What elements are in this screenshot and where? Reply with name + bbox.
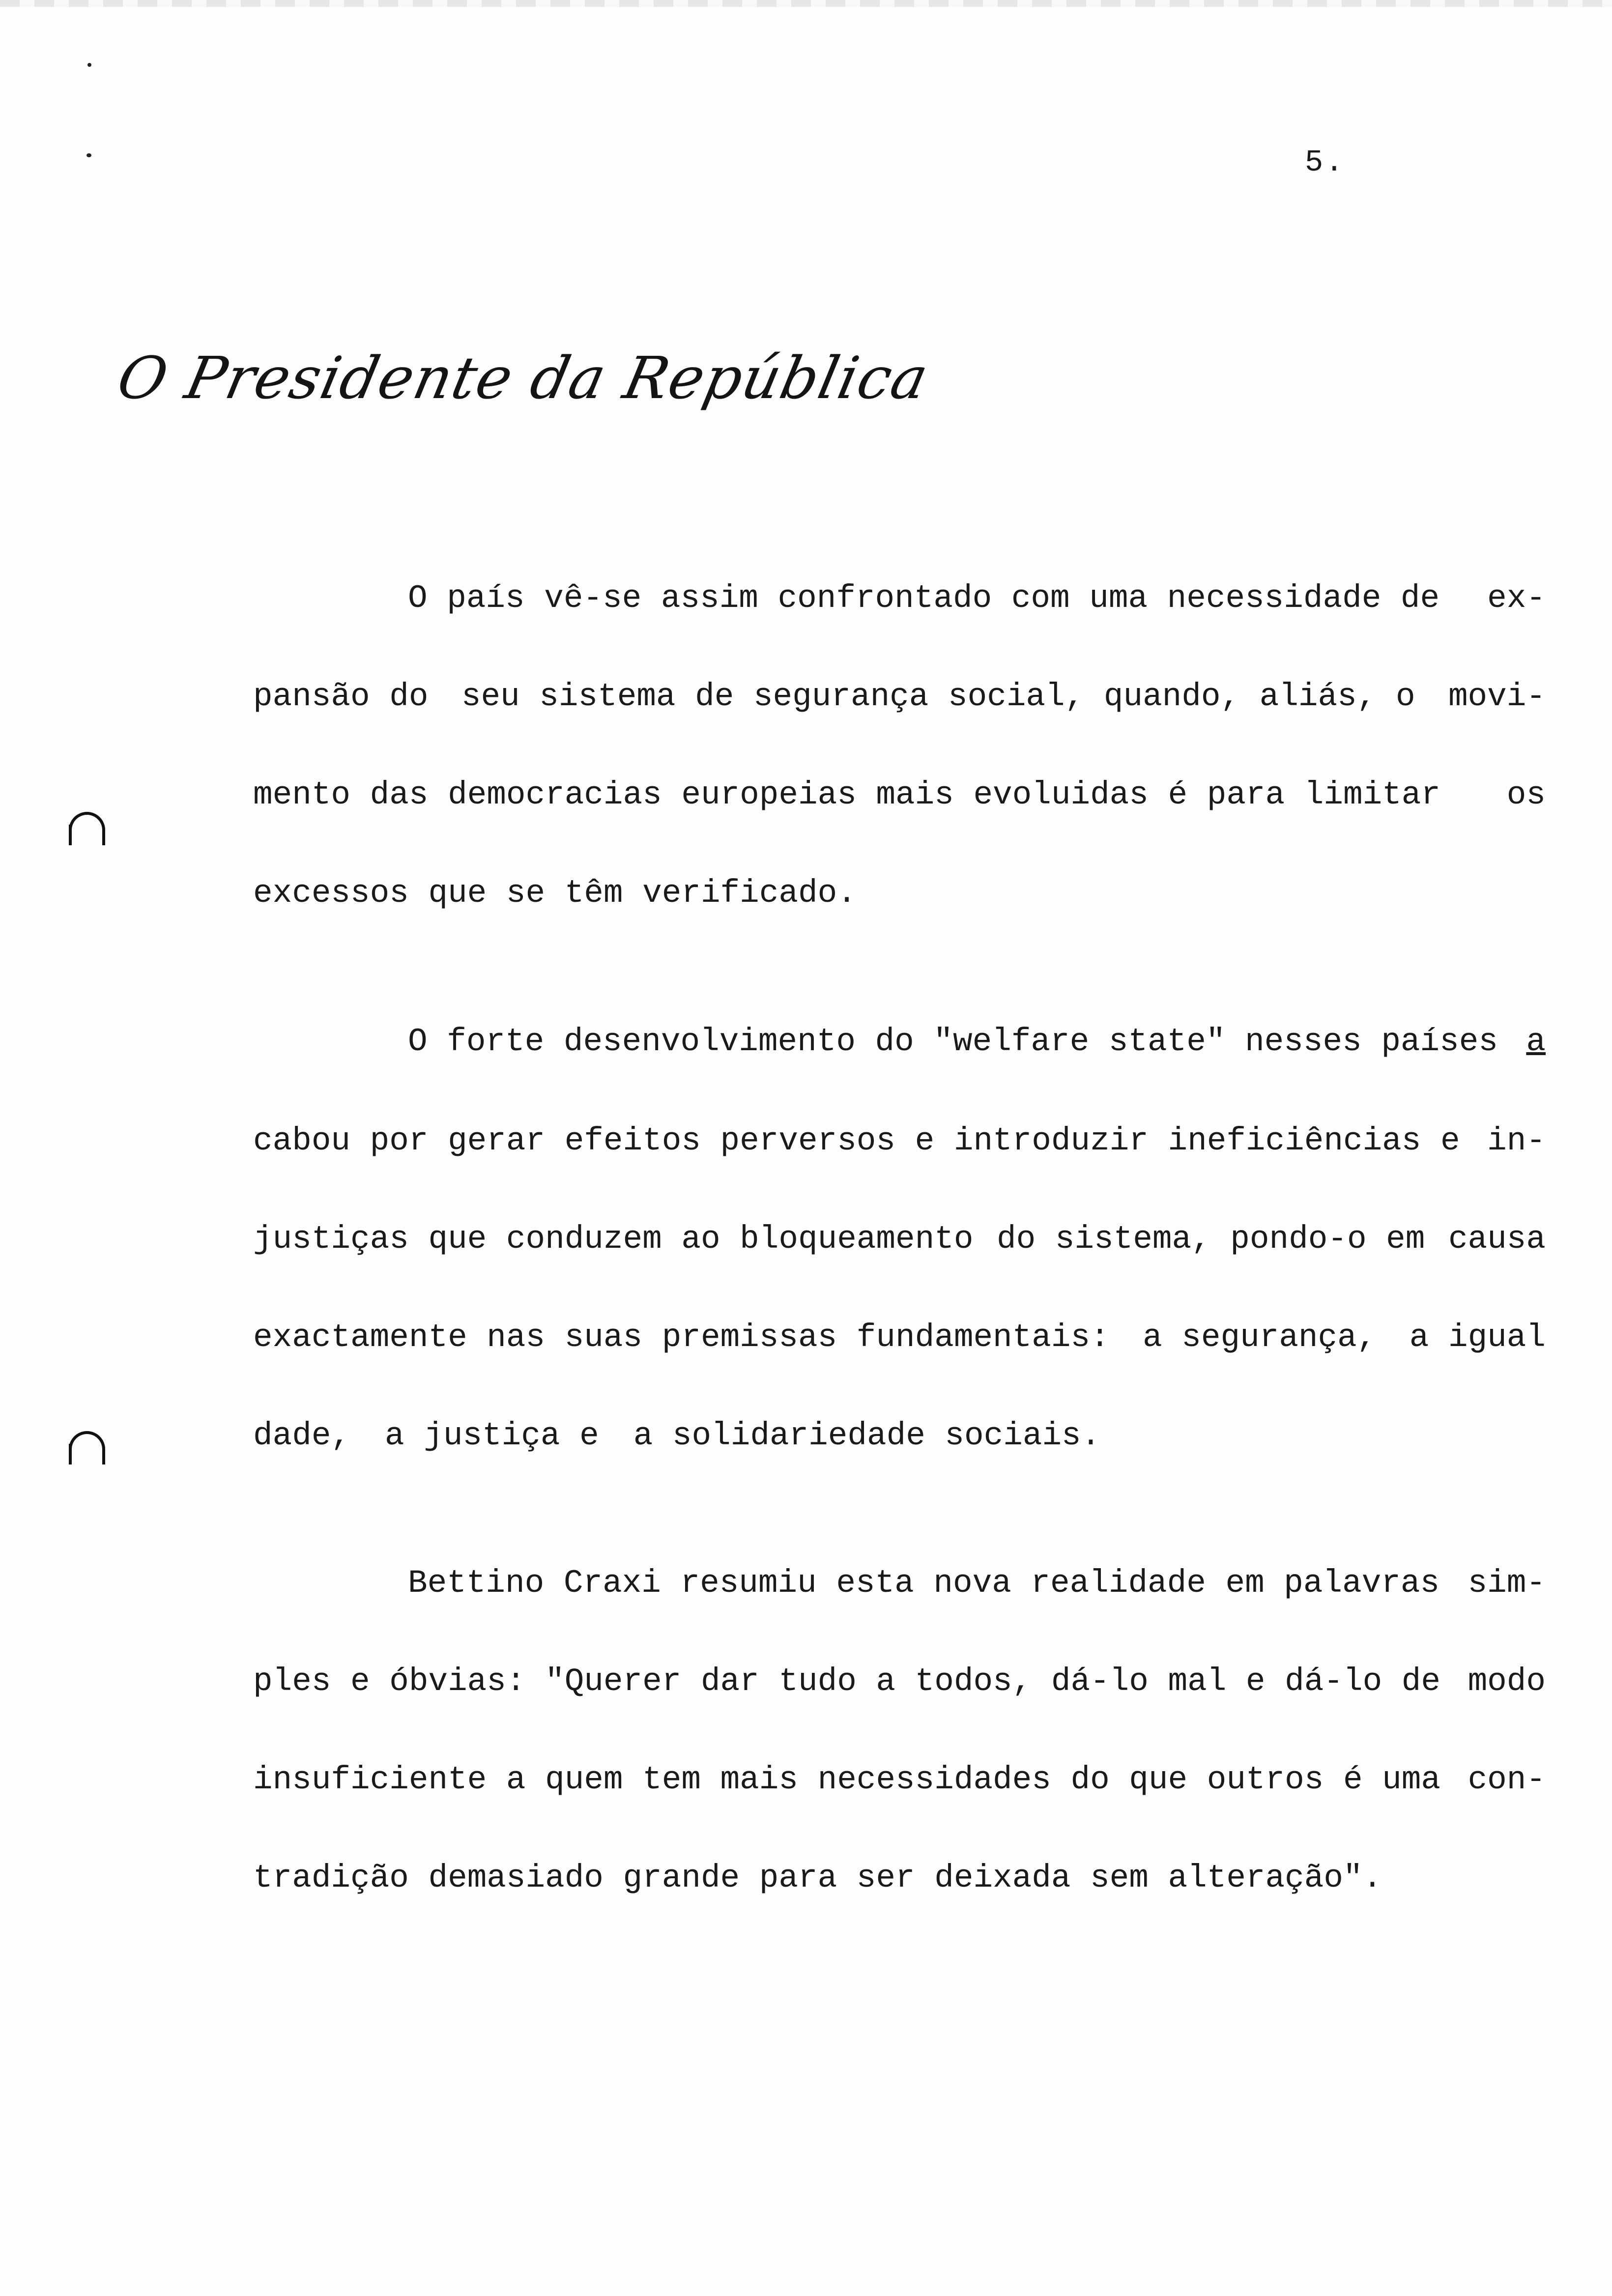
text-line	[253, 775, 1546, 815]
text-line	[253, 1220, 1546, 1259]
text-run: a solidariedade sociais.	[633, 1417, 1101, 1454]
text-run: a igual	[1409, 1319, 1546, 1356]
text-line	[253, 1318, 1546, 1357]
text-run: tradição demasiado grande para ser deixada sem alteração".	[253, 1860, 1382, 1896]
letterhead: O Presidente da República	[112, 344, 935, 412]
text-line	[408, 1564, 1546, 1603]
text-run: dade,	[253, 1417, 351, 1454]
scan-speck	[87, 63, 91, 67]
punch-hole	[69, 812, 105, 845]
scan-speck	[86, 153, 91, 157]
text-line	[253, 874, 1546, 913]
text-run: ples e óbvias: "Querer dar tudo a todos, dá-lo mal e dá-lo de	[253, 1663, 1440, 1700]
text-run: mento das democracias europeias mais evoluidas é para limitar	[253, 776, 1440, 813]
text-run: exactamente nas suas premissas fundamentais:	[253, 1319, 1110, 1356]
text-run: justiças que conduzem ao bloqueamento	[253, 1221, 974, 1258]
text-run: excessos que se têm verificado.	[253, 875, 857, 912]
text-run: sim-	[1468, 1565, 1546, 1602]
text-line	[253, 1662, 1546, 1701]
text-run: O forte desenvolvimento do "welfare state" nesses países	[408, 1023, 1498, 1060]
text-line	[253, 677, 1546, 717]
text-run: con-	[1468, 1761, 1546, 1798]
text-line	[253, 1859, 1546, 1898]
text-run: ex-	[1487, 580, 1546, 617]
page-number: 5.	[1305, 145, 1346, 180]
text-run: a segurança,	[1143, 1319, 1377, 1356]
text-run: movi-	[1448, 678, 1546, 715]
text-line	[253, 1416, 1546, 1456]
text-run: a justiça e	[385, 1417, 599, 1454]
text-line	[253, 1121, 1546, 1161]
text-run: do sistema, pondo-o em	[997, 1221, 1425, 1258]
text-run: Bettino Craxi resumiu esta nova realidade em palavras	[408, 1565, 1440, 1602]
text-run: insuficiente a quem tem mais necessidades do que outros é uma	[253, 1761, 1440, 1798]
text-run: seu sistema de segurança social, quando, aliás, o	[461, 678, 1415, 715]
text-line	[408, 579, 1546, 618]
text-run: os	[1506, 776, 1546, 813]
text-line	[253, 1760, 1546, 1800]
text-run: cabou por gerar efeitos perversos e introduzir ineficiências e	[253, 1122, 1460, 1159]
text-run: a	[1526, 1023, 1546, 1060]
text-run: in-	[1487, 1122, 1546, 1159]
punch-hole	[69, 1431, 105, 1464]
text-line	[408, 1022, 1546, 1062]
text-run: modo	[1468, 1663, 1546, 1700]
text-run: causa	[1448, 1221, 1546, 1258]
text-run: O país vê-se assim confrontado com uma necessidade de	[408, 580, 1440, 617]
text-run: pansão do	[253, 678, 429, 715]
scan-top-edge	[0, 0, 1612, 7]
